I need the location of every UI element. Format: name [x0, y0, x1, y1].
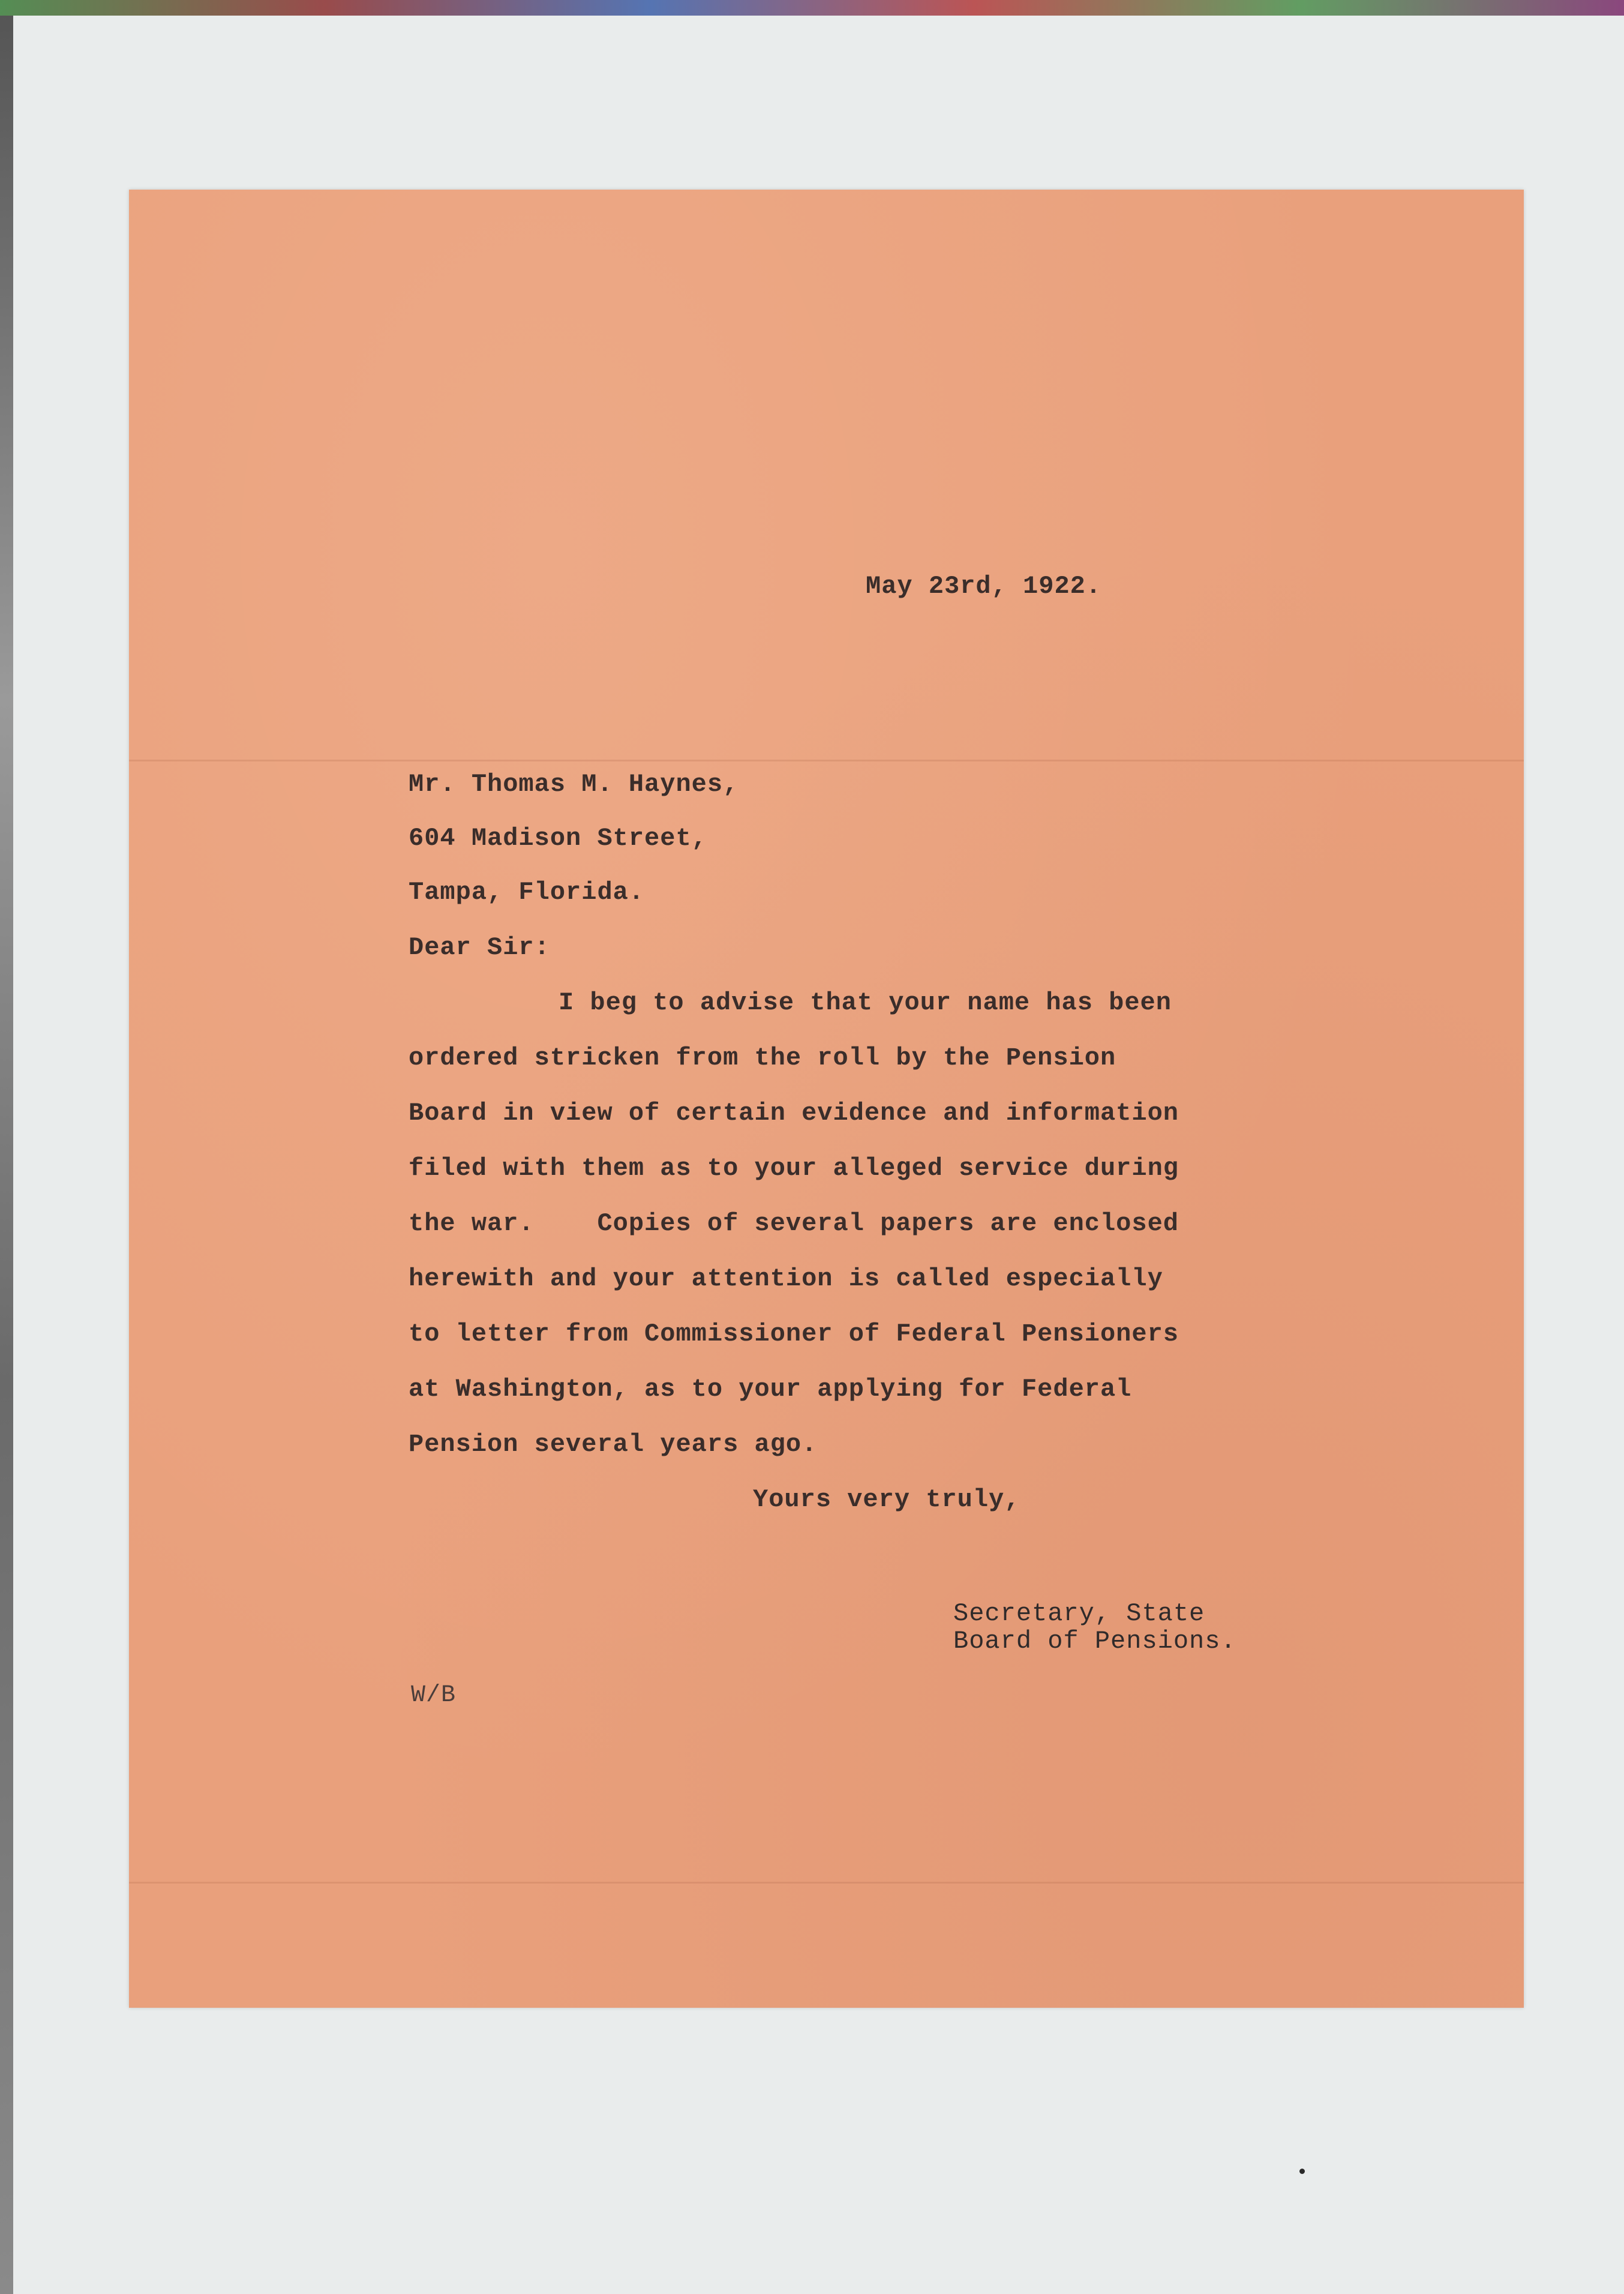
letter-sheet [129, 190, 1524, 2008]
salutation: Dear Sir: [409, 933, 550, 962]
signature-title-line-2: Board of Pensions. [953, 1627, 1236, 1656]
body-line: ordered stricken from the roll by the Pension [409, 1043, 1116, 1072]
closing: Yours very truly, [753, 1485, 1020, 1514]
typist-initials: W/B [411, 1682, 457, 1709]
scan-edge-left [0, 16, 13, 2294]
body-line: the war. Copies of several papers are enclosed [409, 1209, 1179, 1238]
body-line: Board in view of certain evidence and information [409, 1099, 1179, 1127]
body-line: Pension several years ago. [409, 1430, 818, 1459]
body-line: to letter from Commissioner of Federal Pensioners [409, 1320, 1179, 1348]
body-line: herewith and your attention is called especially [409, 1264, 1163, 1293]
body-line: at Washington, as to your applying for Federal [409, 1375, 1132, 1404]
scan-speck [1299, 2169, 1305, 2174]
letter-date: May 23rd, 1922. [866, 572, 1102, 601]
body-line: filed with them as to your alleged service during [409, 1154, 1179, 1183]
signature-title-line-1: Secretary, State [953, 1599, 1205, 1628]
fold-line-upper [129, 760, 1524, 761]
body-line: I beg to advise that your name has been [559, 988, 1172, 1017]
recipient-name: Mr. Thomas M. Haynes, [409, 770, 739, 799]
recipient-street: 604 Madison Street, [409, 824, 707, 853]
scan-edge-top [0, 0, 1624, 16]
fold-line-lower [129, 1882, 1524, 1884]
recipient-city: Tampa, Florida. [409, 878, 645, 907]
